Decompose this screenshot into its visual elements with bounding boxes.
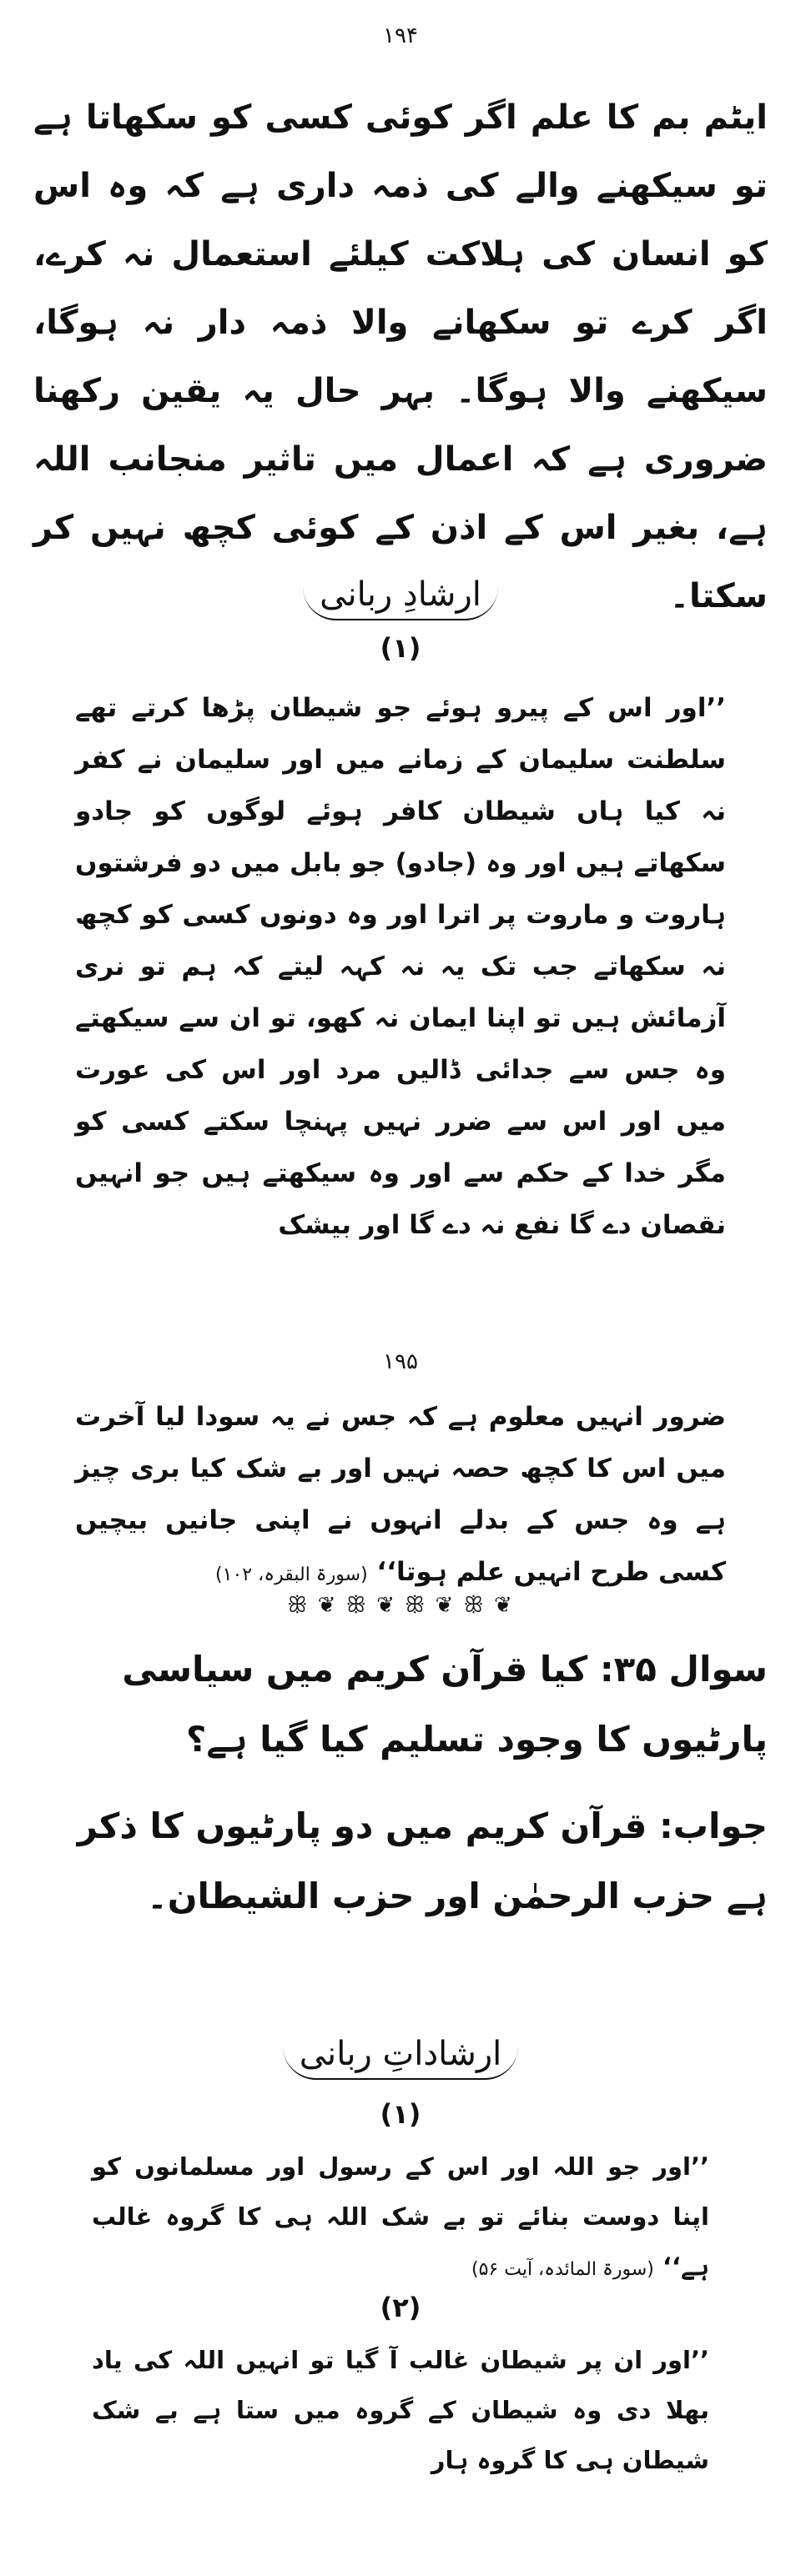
section1-heading [0, 575, 801, 620]
section2-item1-text: ’’اور جو اللہ اور اس کے رسول اور مسلمانوں کو اپنا دوست بنائے تو بے شک اللہ ہی کا گروہ غالب ہے‘‘ [92, 2152, 709, 2281]
section2-item2-number: (۲) [380, 2292, 421, 2323]
question-prefix: سوال ۳۵: [599, 1649, 768, 1690]
page-number-middle: ۱۹۵ [383, 1349, 418, 1374]
question-text: کیا قرآن کریم میں سیاسی پارٹیوں کا وجود تسلیم کیا گیا ہے؟ [122, 1649, 768, 1760]
answer-prefix: جواب: [659, 1805, 768, 1846]
page-number-top: ۱۹۴ [383, 23, 418, 48]
section1-number: (۱) [380, 632, 421, 664]
ornament-divider: ꕥ ❦ ꕥ ❦ ꕥ ❦ ꕥ ❦ [287, 1593, 514, 1618]
question-35 [33, 1634, 768, 1775]
section2-heading [0, 2035, 801, 2080]
answer-35 [33, 1791, 768, 1931]
answer-text: قرآن کریم میں دو پارٹیوں کا ذکر ہے حزب الرحمٰن اور حزب الشیطان۔ [77, 1805, 768, 1916]
section1-heading-text: ارشادِ ربانی [303, 575, 498, 620]
section1-reference: (سورۃ البقرہ، ۱۰۲) [215, 1564, 368, 1585]
section2-item1-reference: (سورۃ المائدہ، آیت ۵۶) [471, 2259, 654, 2280]
section2-item1 [92, 2142, 709, 2295]
section1-quote-part1: ’’اور اس کے پیرو ہوئے جو شیطان پڑھا کرتے تھے سلطنت سلیمان کے زمانے میں اور سلیمان نے کفر نہ کیا ہاں شیطان کافر ہوئے لوگوں کو جادو سکھاتے ہیں اور وہ (جادو) جو بابل میں دو فرشتوں ہاروت و ماروت پر اترا اور وہ دونوں کسی کو کچھ نہ سکھاتے جب تک یہ نہ کہہ لیتے کہ ہم تو نری آزمائش ہیں تو اپنا ایمان نہ کھو، تو ان سے سیکھتے وہ جس سے جدائی ڈالیں مرد اور اس کی عورت میں اور اس سے ضرر نہیں پہنچا سکتے کسی کو مگر خدا کے حکم سے اور وہ سیکھتے ہیں جو انہیں نقصان دے گا نفع نہ دے گا اور بیشک [75, 693, 726, 1240]
intro-paragraph: ایٹم بم کا علم اگر کوئی کسی کو سکھاتا ہے تو سیکھنے والے کی ذمہ داری ہے کہ وہ اس کو انسان کی ہلاکت کیلئے استعمال نہ کرے، اگر کرے تو سکھانے والا ذمہ دار نہ ہوگا، سیکھنے والا ہوگا۔ بہر حال یہ یقین رکھنا ضروری ہے کہ اعمال میں تاثیر منجانب اللہ ہے، بغیر اس کے اذن کے کوئی کچھ نہیں کر سکتا۔ [33, 98, 768, 615]
section2-item1-number: (۱) [380, 2098, 421, 2130]
section2-item2-text: ’’اور ان پر شیطان غالب آ گیا تو انہیں اللہ کی یاد بھلا دی وہ شیطان کے گروہ میں ستا ہے بے شک شیطان ہی کا گروہ ہار [92, 2346, 709, 2474]
section1-quote-part2 [75, 1391, 726, 1601]
section1-quote-part2-text: ضرور انہیں معلوم ہے کہ جس نے یہ سودا لیا آخرت میں اس کا کچھ حصہ نہیں اور بے شک کیا بری چیز ہے وہ جس کے بدلے انہوں نے اپنی جانیں بیچیں کسی طرح انہیں علم ہوتا‘‘ [75, 1402, 726, 1587]
section2-heading-text: ارشاداتِ ربانی [283, 2035, 519, 2080]
